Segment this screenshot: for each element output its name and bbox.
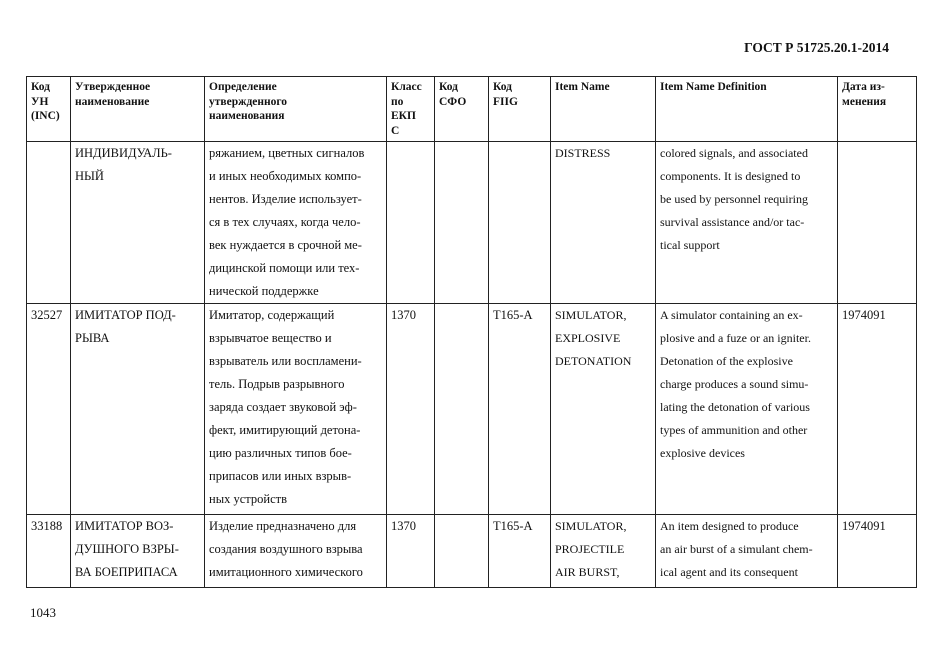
fiig-cell: T165-A: [489, 515, 551, 588]
col-header-fiig: Код FIIG: [489, 77, 551, 142]
specification-table: [26, 76, 917, 588]
item-name-cell: SIMULATOR, EXPLOSIVE DETONATION: [551, 304, 656, 515]
inc-cell: [27, 142, 71, 304]
table-header-row: [27, 77, 917, 142]
fiig-cell: [489, 142, 551, 304]
item-definition-cell: colored signals, and associated components. It is designed to be used by personnel requiring survival assistance and/or tac- tical support: [656, 142, 838, 304]
item-definition-cell: An item designed to produce an air burst of a simulant chem- ical agent and its consequent: [656, 515, 838, 588]
approved-name-cell: ИМИТАТОР ПОД- РЫВА: [71, 304, 205, 515]
class-cell: [387, 142, 435, 304]
col-header-sfo: Код СФО: [435, 77, 489, 142]
fiig-cell: T165-A: [489, 304, 551, 515]
change-date-cell: 1974091: [838, 515, 917, 588]
inc-cell: 32527: [27, 304, 71, 515]
sfo-cell: [435, 304, 489, 515]
class-cell: 1370: [387, 515, 435, 588]
definition-cell: Имитатор, содержащий взрывчатое вещество и взрыватель или воспламени- тель. Подрыв разрывного заряда создает звуковой эф- фект, имитирующий детона- цию различных типов бое- припасов или иных взрыв- ных устройств: [205, 304, 387, 515]
change-date-cell: [838, 142, 917, 304]
document-header: ГОСТ Р 51725.20.1-2014: [744, 40, 889, 55]
approved-name-cell: ИМИТАТОР ВОЗ- ДУШНОГО ВЗРЫ- ВА БОЕПРИПАСА: [71, 515, 205, 588]
table-row: [27, 142, 917, 304]
change-date-cell: 1974091: [838, 304, 917, 515]
class-cell: 1370: [387, 304, 435, 515]
definition-cell: ряжанием, цветных сигналов и иных необходимых компо- нентов. Изделие использует- ся в тех случаях, когда чело- век нуждается в срочной ме- дицинской помощи или тех- нической поддержке: [205, 142, 387, 304]
sfo-cell: [435, 515, 489, 588]
definition-cell: Изделие предназначено для создания воздушного взрыва имитационного химического: [205, 515, 387, 588]
approved-name-cell: ИНДИВИДУАЛЬ- НЫЙ: [71, 142, 205, 304]
col-header-inc: Код УН (INC): [27, 77, 71, 142]
item-name-cell: SIMULATOR, PROJECTILE AIR BURST,: [551, 515, 656, 588]
sfo-cell: [435, 142, 489, 304]
col-header-item-definition: Item Name Definition: [656, 77, 838, 142]
page-number: 1043: [30, 605, 56, 620]
col-header-approved-name: Утвержденное наименование: [71, 77, 205, 142]
table-row: [27, 304, 917, 515]
col-header-class: Класс по ЕКП С: [387, 77, 435, 142]
item-name-cell: DISTRESS: [551, 142, 656, 304]
table-row: [27, 515, 917, 588]
item-definition-cell: A simulator containing an ex- plosive and a fuze or an igniter. Detonation of the explosive charge produces a sound simu- lating the detonation of various types of ammunition and other explosive devices: [656, 304, 838, 515]
col-header-change-date: Дата из- менения: [838, 77, 917, 142]
col-header-definition: Определение утвержденного наименования: [205, 77, 387, 142]
col-header-item-name: Item Name: [551, 77, 656, 142]
inc-cell: 33188: [27, 515, 71, 588]
